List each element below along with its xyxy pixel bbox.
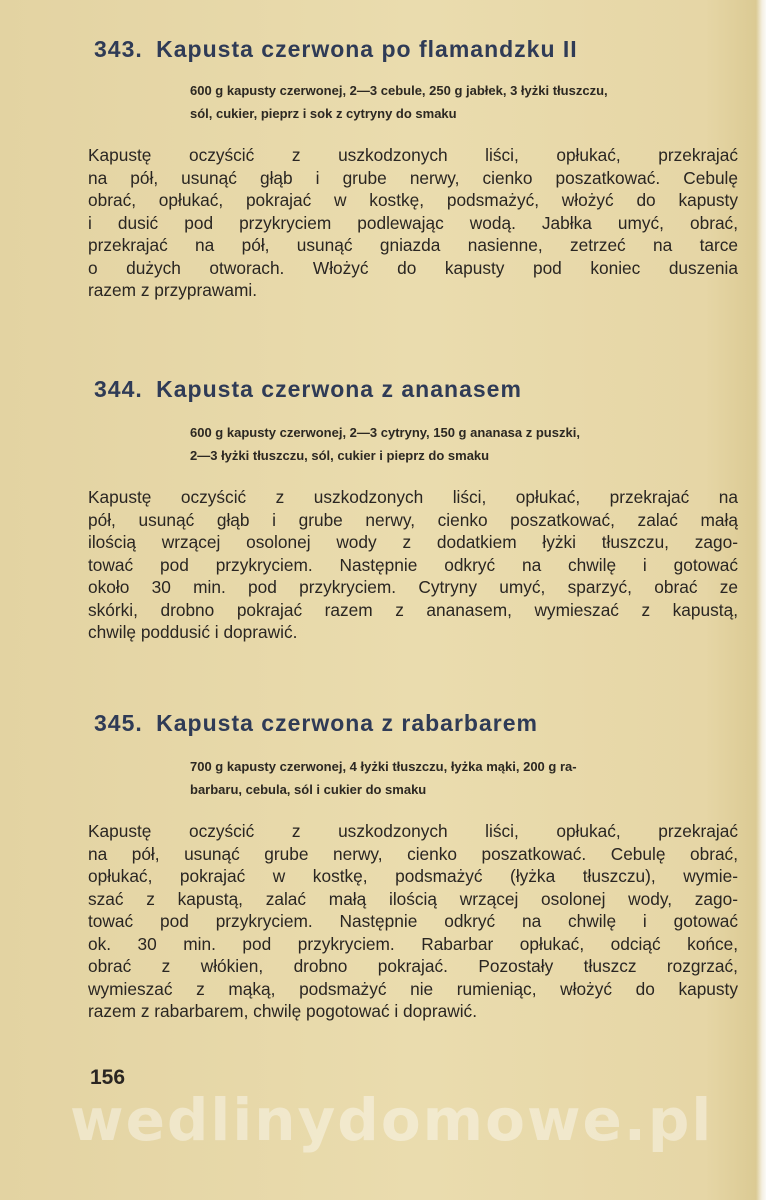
instruction-line: przekrajać na pół, usunąć gniazda nasienne, zetrzeć na tarce	[88, 235, 738, 255]
recipe-title: Kapusta czerwona po flamandzku II	[156, 36, 578, 62]
ingredients-list	[190, 755, 738, 801]
recipe-instructions	[88, 486, 738, 644]
recipe-instructions	[88, 820, 738, 1023]
ingredients-line: 2—3 łyżki tłuszczu, sól, cukier i pieprz do smaku	[190, 448, 490, 463]
instruction-line: na pół, usunąć głąb i grube nerwy, cienko poszatkować. Cebulę	[88, 167, 738, 188]
instruction-line: Kapustę oczyścić z uszkodzonych liści, opłukać, przekrajać na	[88, 487, 738, 507]
ingredients-line: 600 g kapusty czerwonej, 2—3 cebule, 250 g jabłek, 3 łyżki tłuszczu,	[190, 83, 608, 98]
instruction-line: razem z rabarbarem, chwilę pogotować i doprawić.	[88, 1001, 477, 1021]
recipe-number: 344.	[94, 376, 143, 402]
instruction-line: o dużych otworach. Włożyć do kapusty pod koniec duszenia	[88, 257, 738, 278]
instruction-line: wymieszać z mąką, podsmażyć nie rumieniąc, włożyć do kapusty	[88, 978, 738, 999]
instruction-line: obrać z włókien, drobno pokrajać. Pozostały tłuszcz rozgrzać,	[88, 956, 738, 976]
page-number: 156	[90, 1066, 126, 1089]
recipe-344	[88, 376, 738, 644]
instruction-line: na pół, usunąć grube nerwy, cienko poszatkować. Cebulę obrać,	[88, 843, 738, 864]
instruction-line: ilością wrzącej osolonej wody z dodatkiem łyżki tłuszczu, zago-	[88, 532, 738, 552]
ingredients-list	[190, 79, 738, 125]
instruction-line: obrać, opłukać, pokrajać w kostkę, podsmażyć, włożyć do kapusty	[88, 190, 738, 210]
recipe-heading	[88, 376, 738, 403]
instruction-line: pół, usunąć głąb i grube nerwy, cienko poszatkować, zalać małą	[88, 509, 738, 530]
instruction-line: i dusić pod przykryciem podlewając wodą. Jabłka umyć, obrać,	[88, 212, 738, 233]
ingredients-list	[190, 421, 738, 467]
watermark: wedlinydomowe.pl	[70, 1086, 714, 1154]
instruction-line: Kapustę oczyścić z uszkodzonych liści, opłukać, przekrajać	[88, 821, 738, 841]
recipe-title: Kapusta czerwona z rabarbarem	[156, 710, 538, 736]
ingredients-line: sól, cukier, pieprz i sok z cytryny do smaku	[190, 106, 457, 121]
recipe-title: Kapusta czerwona z ananasem	[156, 376, 522, 402]
recipe-heading	[88, 36, 738, 63]
instruction-line: razem z przyprawami.	[88, 280, 258, 300]
recipe-343	[88, 36, 738, 302]
ingredients-line: 600 g kapusty czerwonej, 2—3 cytryny, 150 g ananasa z puszki,	[190, 425, 580, 440]
page-edge	[756, 0, 766, 1200]
recipe-345	[88, 710, 738, 1023]
instruction-line: tować pod przykryciem. Następnie odkryć na chwilę i gotować	[88, 554, 738, 575]
recipe-number: 345.	[94, 710, 143, 736]
instruction-line: opłukać, pokrajać w kostkę, podsmażyć (łyżka tłuszczu), wymie-	[88, 866, 738, 886]
instruction-line: tować pod przykryciem. Następnie odkryć na chwilę i gotować	[88, 911, 738, 931]
ingredients-line: 700 g kapusty czerwonej, 4 łyżki tłuszczu, łyżka mąki, 200 g ra-	[190, 759, 577, 774]
instruction-line: ok. 30 min. pod przykryciem. Rabarbar opłukać, odciąć końce,	[88, 933, 738, 954]
recipe-number: 343.	[94, 36, 143, 62]
instruction-line: skórki, drobno pokrajać razem z ananasem, wymieszać z kapustą,	[88, 599, 738, 620]
instruction-line: Kapustę oczyścić z uszkodzonych liści, opłukać, przekrajać	[88, 145, 738, 165]
recipe-instructions	[88, 144, 738, 302]
ingredients-line: barbaru, cebula, sól i cukier do smaku	[190, 782, 427, 797]
instruction-line: szać z kapustą, zalać małą ilością wrzącej osolonej wody, zago-	[88, 888, 738, 909]
instruction-line: chwilę poddusić i doprawić.	[88, 622, 298, 642]
recipe-heading	[88, 710, 738, 737]
instruction-line: około 30 min. pod przykryciem. Cytryny umyć, sparzyć, obrać ze	[88, 577, 738, 597]
